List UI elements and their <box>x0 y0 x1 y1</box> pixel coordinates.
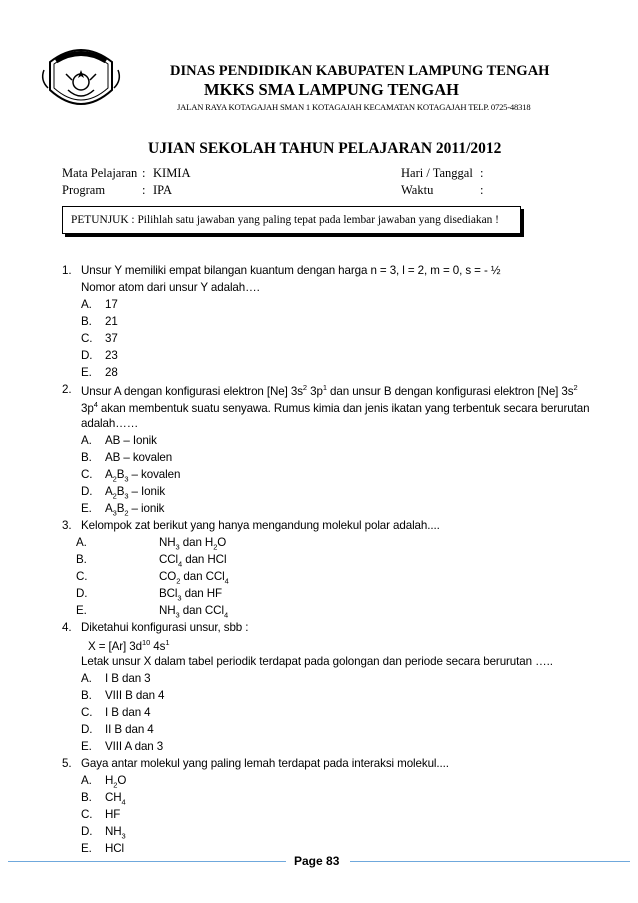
q1-option-text: 28 <box>105 366 118 379</box>
q3-option-letter: E. <box>76 604 87 617</box>
hari-sep: : <box>480 166 484 180</box>
q1-option-text: 21 <box>105 315 118 328</box>
header-agency: DINAS PENDIDIKAN KABUPATEN LAMPUNG TENGAH <box>170 63 550 79</box>
q4-configuration: X = [Ar] $3d^{10}$ $4s^1$ <box>88 638 170 653</box>
q3-option-text: BCl$_3$ dan HF <box>159 587 223 603</box>
q3-text-line1: Kelompok zat berikut yang hanya mengandung molekul polar adalah.... <box>81 519 440 532</box>
q4-option-text: I B dan 3 <box>105 672 151 685</box>
q3-option-text: $NH_3$ dan CCl$_4$ <box>159 604 229 620</box>
q5-option-letter: E. <box>81 842 92 855</box>
header-school: MKKS SMA LAMPUNG TENGAH <box>204 80 460 99</box>
q2-option-letter: D. <box>81 485 93 498</box>
q4-option-letter: C. <box>81 706 93 719</box>
q3-option-letter: C. <box>76 570 88 583</box>
q4-option-text: II B dan 4 <box>105 723 154 736</box>
q1-text-line1: Unsur Y memiliki empat bilangan kuantum dengan harga n = 3, l = 2, m = 0, s = - ½ <box>81 264 501 277</box>
q2-number: 2. <box>62 383 72 396</box>
q4-text-line3: Letak unsur X dalam tabel periodik terdapat pada golongan dan periode secara berurutan ….. <box>81 655 553 668</box>
q5-option-text: $H_2O$ <box>105 774 127 790</box>
q2-text-line1: Unsur A dengan konfigurasi elektron [Ne] $3s^2$ $3p^1$ dan unsur B dengan konfigurasi elektron [Ne] $3s^2$ <box>81 383 578 398</box>
q2-option-text: $A_2B_3$ – kovalen <box>105 468 181 484</box>
q5-number: 5. <box>62 757 72 770</box>
q4-option-text: I B dan 4 <box>105 706 151 719</box>
program-label: Program <box>62 183 106 197</box>
q1-option-text: 37 <box>105 332 118 345</box>
q3-option-text: $CO_2$ dan CCl$_4$ <box>159 570 229 586</box>
q3-option-text: CCl$_4$ dan HCl <box>159 553 227 569</box>
q1-option-text: 23 <box>105 349 118 362</box>
q3-option-letter: D. <box>76 587 88 600</box>
q5-option-letter: B. <box>81 791 92 804</box>
q5-option-text: HCl <box>105 842 125 855</box>
q3-option-letter: B. <box>76 553 87 566</box>
q3-number: 3. <box>62 519 72 532</box>
mapel-value: KIMIA <box>153 166 191 180</box>
q2-option-letter: C. <box>81 468 93 481</box>
q2-text-line2: $3p^4$ akan membentuk suatu senyawa. Rumus kimia dan jenis ikatan yang terbentuk secara berurutan <box>81 400 590 415</box>
q4-option-letter: E. <box>81 740 92 753</box>
q5-option-text: $NH_3$ <box>105 825 126 841</box>
q1-option-letter: B. <box>81 315 92 328</box>
q4-option-text: VIII B dan 4 <box>105 689 165 702</box>
q2-option-text: $A_2B_3$ – Ionik <box>105 485 166 501</box>
q2-option-letter: A. <box>81 434 92 447</box>
q4-number: 4. <box>62 621 72 634</box>
q4-option-letter: A. <box>81 672 92 685</box>
q4-option-letter: B. <box>81 689 92 702</box>
q2-option-letter: B. <box>81 451 92 464</box>
tut-wuri-handayani-logo <box>38 40 124 114</box>
q3-option-letter: A. <box>76 536 87 549</box>
exam-title: UJIAN SEKOLAH TAHUN PELAJARAN 2011/2012 <box>148 140 502 157</box>
mapel-sep: : <box>142 166 146 180</box>
q4-option-text: VIII A dan 3 <box>105 740 164 753</box>
q3-option-text: $NH_3$ dan $H_2O$ <box>159 536 227 552</box>
header-address: JALAN RAYA KOTAGAJAH SMAN 1 KOTAGAJAH KECAMATAN KOTAGAJAH TELP. 0725-48318 <box>177 102 531 112</box>
q1-option-letter: A. <box>81 298 92 311</box>
footer-rule-right <box>350 861 630 862</box>
q1-text-line2: Nomor atom dari unsur Y adalah…. <box>81 281 260 294</box>
q4-text-line1: Diketahui konfigurasi unsur, sbb : <box>81 621 249 634</box>
q1-option-letter: C. <box>81 332 93 345</box>
program-value: IPA <box>153 183 172 197</box>
q2-option-text: $A_3B_2$ – ionik <box>105 502 165 518</box>
q1-option-text: 17 <box>105 298 118 311</box>
footer-rule-left <box>8 861 286 862</box>
q1-option-letter: E. <box>81 366 92 379</box>
instruction-box: PETUNJUK : Pilihlah satu jawaban yang paling tepat pada lembar jawaban yang disediakan ! <box>62 206 521 234</box>
q2-option-text: AB – Ionik <box>105 434 157 447</box>
q5-option-letter: A. <box>81 774 92 787</box>
q2-text-line3: adalah…… <box>81 417 139 430</box>
q2-option-text: AB – kovalen <box>105 451 173 464</box>
page-number: Page 83 <box>294 854 340 868</box>
q5-option-letter: C. <box>81 808 93 821</box>
waktu-sep: : <box>480 183 484 197</box>
q4-option-letter: D. <box>81 723 93 736</box>
q2-option-letter: E. <box>81 502 92 515</box>
waktu-label: Waktu <box>401 183 434 197</box>
q1-number: 1. <box>62 264 72 277</box>
q5-option-letter: D. <box>81 825 93 838</box>
q1-option-letter: D. <box>81 349 93 362</box>
hari-label: Hari / Tanggal <box>401 166 473 180</box>
q5-option-text: $CH_4$ <box>105 791 126 807</box>
mapel-label: Mata Pelajaran <box>62 166 138 180</box>
q5-text-line1: Gaya antar molekul yang paling lemah terdapat pada interaksi molekul.... <box>81 757 449 770</box>
program-sep: : <box>142 183 146 197</box>
q5-option-text: HF <box>105 808 121 821</box>
